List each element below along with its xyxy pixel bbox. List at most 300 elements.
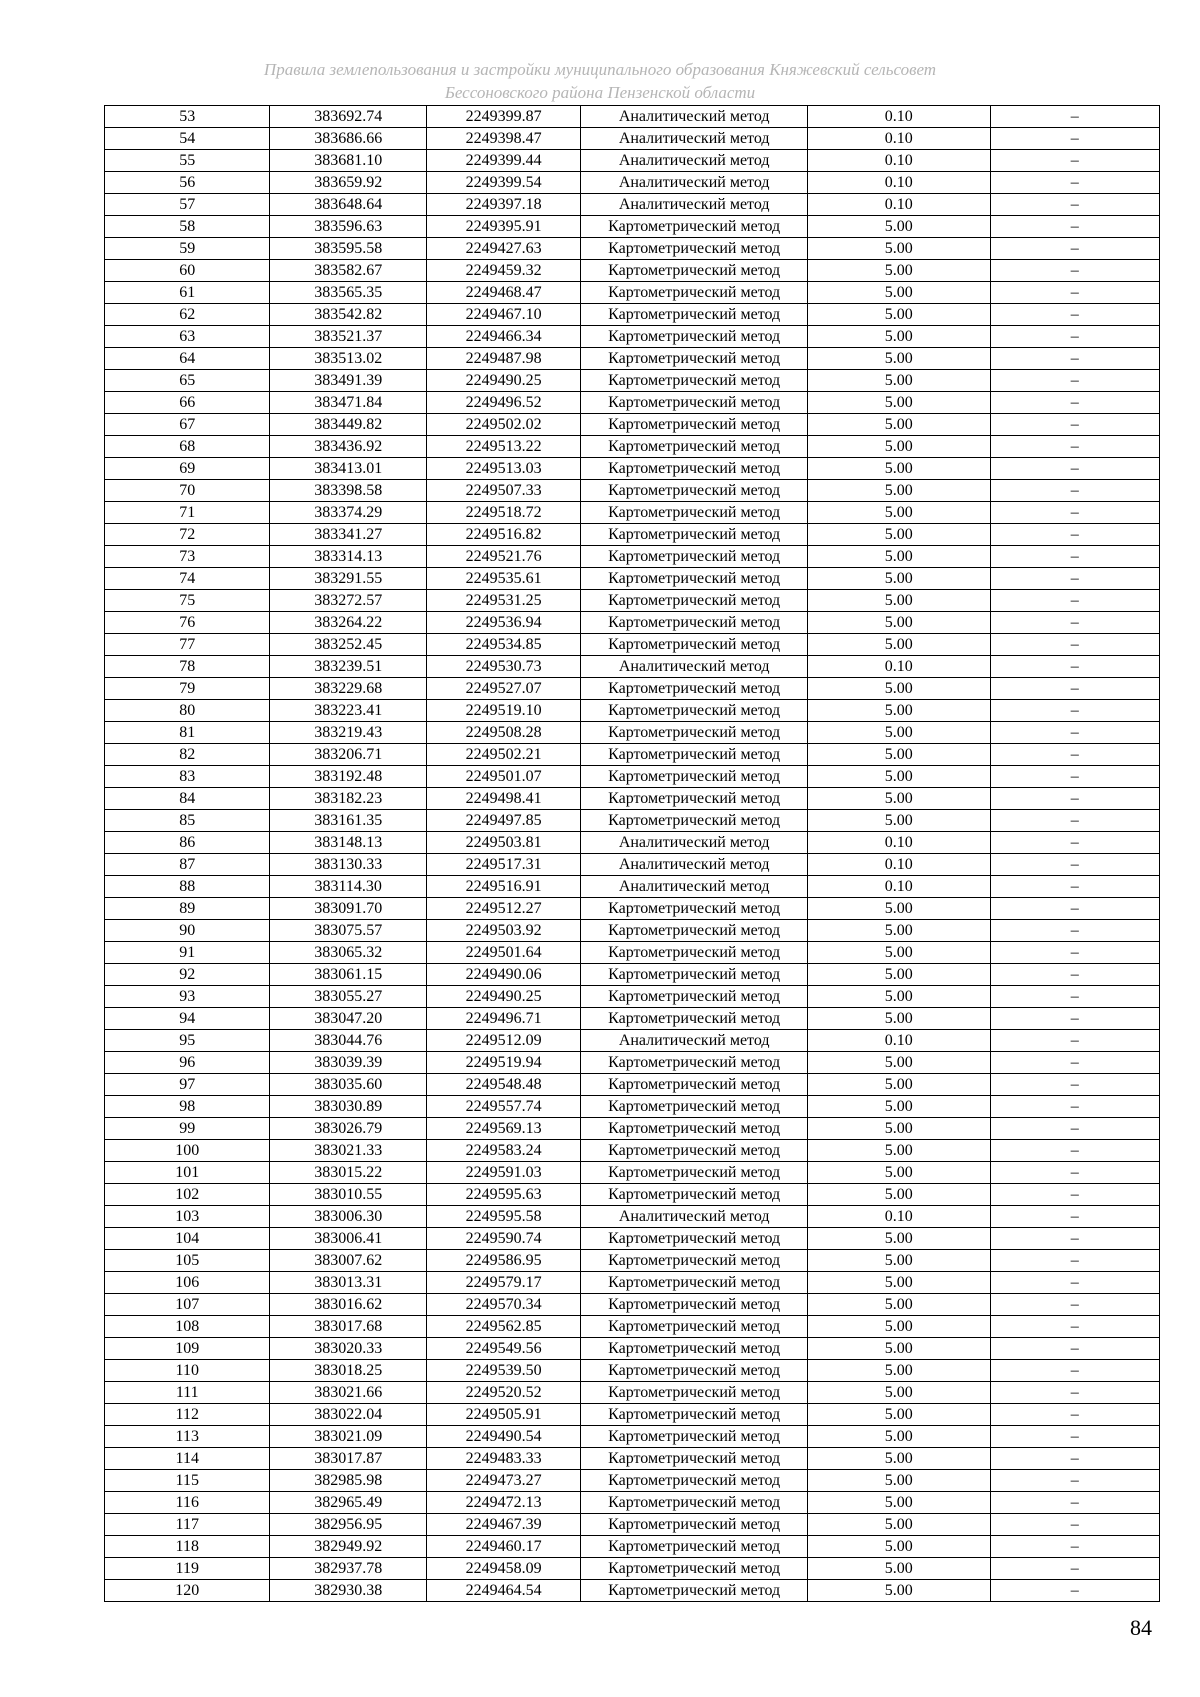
point-number-cell: 106 [105, 1272, 270, 1294]
note-cell: – [990, 568, 1160, 590]
y-coordinate-cell: 2249513.22 [426, 436, 580, 458]
method-cell: Картометрический метод [581, 1536, 808, 1558]
precision-cell: 5.00 [807, 1162, 990, 1184]
method-cell: Картометрический метод [581, 1096, 808, 1118]
x-coordinate-cell: 383449.82 [270, 414, 426, 436]
table-row [105, 656, 1160, 678]
x-coordinate-cell: 383065.32 [270, 942, 426, 964]
x-coordinate-cell: 383006.30 [270, 1206, 426, 1228]
table-row [105, 942, 1160, 964]
point-number-cell: 99 [105, 1118, 270, 1140]
method-cell: Аналитический метод [581, 876, 808, 898]
method-cell: Картометрический метод [581, 634, 808, 656]
method-cell: Картометрический метод [581, 1514, 808, 1536]
method-cell: Картометрический метод [581, 590, 808, 612]
method-cell: Аналитический метод [581, 854, 808, 876]
y-coordinate-cell: 2249549.56 [426, 1338, 580, 1360]
x-coordinate-cell: 383239.51 [270, 656, 426, 678]
table-row [105, 150, 1160, 172]
table-row [105, 480, 1160, 502]
y-coordinate-cell: 2249562.85 [426, 1316, 580, 1338]
x-coordinate-cell: 383013.31 [270, 1272, 426, 1294]
precision-cell: 5.00 [807, 546, 990, 568]
x-coordinate-cell: 383044.76 [270, 1030, 426, 1052]
point-number-cell: 83 [105, 766, 270, 788]
precision-cell: 0.10 [807, 128, 990, 150]
point-number-cell: 105 [105, 1250, 270, 1272]
y-coordinate-cell: 2249569.13 [426, 1118, 580, 1140]
precision-cell: 5.00 [807, 678, 990, 700]
method-cell: Картометрический метод [581, 1228, 808, 1250]
method-cell: Картометрический метод [581, 700, 808, 722]
precision-cell: 5.00 [807, 304, 990, 326]
method-cell: Картометрический метод [581, 502, 808, 524]
precision-cell: 5.00 [807, 1470, 990, 1492]
method-cell: Картометрический метод [581, 964, 808, 986]
point-number-cell: 68 [105, 436, 270, 458]
note-cell: – [990, 260, 1160, 282]
table-row [105, 348, 1160, 370]
table-row [105, 1008, 1160, 1030]
point-number-cell: 55 [105, 150, 270, 172]
table-row [105, 788, 1160, 810]
table-row [105, 1184, 1160, 1206]
coordinates-table-body [105, 106, 1160, 1602]
method-cell: Картометрический метод [581, 744, 808, 766]
precision-cell: 5.00 [807, 1140, 990, 1162]
y-coordinate-cell: 2249548.48 [426, 1074, 580, 1096]
y-coordinate-cell: 2249583.24 [426, 1140, 580, 1162]
x-coordinate-cell: 383007.62 [270, 1250, 426, 1272]
point-number-cell: 81 [105, 722, 270, 744]
method-cell: Картометрический метод [581, 1316, 808, 1338]
point-number-cell: 102 [105, 1184, 270, 1206]
point-number-cell: 113 [105, 1426, 270, 1448]
method-cell: Аналитический метод [581, 194, 808, 216]
note-cell: – [990, 348, 1160, 370]
note-cell: – [990, 1448, 1160, 1470]
x-coordinate-cell: 383192.48 [270, 766, 426, 788]
y-coordinate-cell: 2249535.61 [426, 568, 580, 590]
note-cell: – [990, 1096, 1160, 1118]
x-coordinate-cell: 383272.57 [270, 590, 426, 612]
point-number-cell: 54 [105, 128, 270, 150]
x-coordinate-cell: 383223.41 [270, 700, 426, 722]
y-coordinate-cell: 2249512.09 [426, 1030, 580, 1052]
table-row [105, 194, 1160, 216]
precision-cell: 5.00 [807, 1250, 990, 1272]
precision-cell: 5.00 [807, 612, 990, 634]
x-coordinate-cell: 383491.39 [270, 370, 426, 392]
table-row [105, 1294, 1160, 1316]
table-row [105, 1580, 1160, 1602]
table-row [105, 1118, 1160, 1140]
note-cell: – [990, 942, 1160, 964]
precision-cell: 5.00 [807, 788, 990, 810]
x-coordinate-cell: 383130.33 [270, 854, 426, 876]
precision-cell: 5.00 [807, 964, 990, 986]
precision-cell: 5.00 [807, 1448, 990, 1470]
y-coordinate-cell: 2249498.41 [426, 788, 580, 810]
x-coordinate-cell: 383039.39 [270, 1052, 426, 1074]
point-number-cell: 96 [105, 1052, 270, 1074]
point-number-cell: 120 [105, 1580, 270, 1602]
table-row [105, 1338, 1160, 1360]
note-cell: – [990, 1316, 1160, 1338]
x-coordinate-cell: 383648.64 [270, 194, 426, 216]
point-number-cell: 76 [105, 612, 270, 634]
note-cell: – [990, 1008, 1160, 1030]
precision-cell: 5.00 [807, 260, 990, 282]
precision-cell: 5.00 [807, 414, 990, 436]
y-coordinate-cell: 2249534.85 [426, 634, 580, 656]
y-coordinate-cell: 2249395.91 [426, 216, 580, 238]
note-cell: – [990, 832, 1160, 854]
x-coordinate-cell: 383565.35 [270, 282, 426, 304]
y-coordinate-cell: 2249501.64 [426, 942, 580, 964]
point-number-cell: 88 [105, 876, 270, 898]
precision-cell: 5.00 [807, 568, 990, 590]
method-cell: Картометрический метод [581, 1008, 808, 1030]
point-number-cell: 60 [105, 260, 270, 282]
point-number-cell: 109 [105, 1338, 270, 1360]
table-row [105, 304, 1160, 326]
method-cell: Картометрический метод [581, 282, 808, 304]
note-cell: – [990, 458, 1160, 480]
table-row [105, 546, 1160, 568]
x-coordinate-cell: 383521.37 [270, 326, 426, 348]
note-cell: – [990, 414, 1160, 436]
precision-cell: 5.00 [807, 898, 990, 920]
x-coordinate-cell: 382956.95 [270, 1514, 426, 1536]
precision-cell: 5.00 [807, 1580, 990, 1602]
table-row [105, 414, 1160, 436]
note-cell: – [990, 1294, 1160, 1316]
method-cell: Картометрический метод [581, 480, 808, 502]
point-number-cell: 94 [105, 1008, 270, 1030]
point-number-cell: 91 [105, 942, 270, 964]
y-coordinate-cell: 2249508.28 [426, 722, 580, 744]
precision-cell: 5.00 [807, 216, 990, 238]
x-coordinate-cell: 383219.43 [270, 722, 426, 744]
precision-cell: 0.10 [807, 656, 990, 678]
y-coordinate-cell: 2249531.25 [426, 590, 580, 612]
table-row [105, 1140, 1160, 1162]
x-coordinate-cell: 382949.92 [270, 1536, 426, 1558]
precision-cell: 5.00 [807, 700, 990, 722]
y-coordinate-cell: 2249595.63 [426, 1184, 580, 1206]
note-cell: – [990, 282, 1160, 304]
table-row [105, 172, 1160, 194]
point-number-cell: 63 [105, 326, 270, 348]
point-number-cell: 100 [105, 1140, 270, 1162]
point-number-cell: 74 [105, 568, 270, 590]
precision-cell: 5.00 [807, 1228, 990, 1250]
method-cell: Картометрический метод [581, 348, 808, 370]
table-row [105, 1382, 1160, 1404]
method-cell: Картометрический метод [581, 458, 808, 480]
table-row [105, 964, 1160, 986]
table-row [105, 1492, 1160, 1514]
point-number-cell: 87 [105, 854, 270, 876]
x-coordinate-cell: 382965.49 [270, 1492, 426, 1514]
y-coordinate-cell: 2249490.06 [426, 964, 580, 986]
method-cell: Картометрический метод [581, 1382, 808, 1404]
y-coordinate-cell: 2249579.17 [426, 1272, 580, 1294]
table-row [105, 326, 1160, 348]
y-coordinate-cell: 2249502.02 [426, 414, 580, 436]
y-coordinate-cell: 2249536.94 [426, 612, 580, 634]
table-row [105, 898, 1160, 920]
method-cell: Картометрический метод [581, 986, 808, 1008]
y-coordinate-cell: 2249516.82 [426, 524, 580, 546]
method-cell: Картометрический метод [581, 304, 808, 326]
method-cell: Картометрический метод [581, 1492, 808, 1514]
table-row [105, 766, 1160, 788]
point-number-cell: 79 [105, 678, 270, 700]
method-cell: Картометрический метод [581, 678, 808, 700]
point-number-cell: 72 [105, 524, 270, 546]
point-number-cell: 118 [105, 1536, 270, 1558]
precision-cell: 5.00 [807, 920, 990, 942]
precision-cell: 5.00 [807, 1360, 990, 1382]
precision-cell: 5.00 [807, 1514, 990, 1536]
x-coordinate-cell: 383229.68 [270, 678, 426, 700]
note-cell: – [990, 986, 1160, 1008]
point-number-cell: 69 [105, 458, 270, 480]
y-coordinate-cell: 2249468.47 [426, 282, 580, 304]
precision-cell: 5.00 [807, 1074, 990, 1096]
note-cell: – [990, 1030, 1160, 1052]
x-coordinate-cell: 383006.41 [270, 1228, 426, 1250]
table-row [105, 1228, 1160, 1250]
precision-cell: 5.00 [807, 348, 990, 370]
page-number: 84 [1130, 1615, 1152, 1640]
table-row [105, 700, 1160, 722]
table-row [105, 612, 1160, 634]
precision-cell: 5.00 [807, 1316, 990, 1338]
x-coordinate-cell: 383542.82 [270, 304, 426, 326]
point-number-cell: 111 [105, 1382, 270, 1404]
method-cell: Картометрический метод [581, 942, 808, 964]
x-coordinate-cell: 382985.98 [270, 1470, 426, 1492]
note-cell: – [990, 106, 1160, 128]
method-cell: Картометрический метод [581, 810, 808, 832]
y-coordinate-cell: 2249487.98 [426, 348, 580, 370]
precision-cell: 5.00 [807, 1096, 990, 1118]
x-coordinate-cell: 382930.38 [270, 1580, 426, 1602]
note-cell: – [990, 1580, 1160, 1602]
x-coordinate-cell: 383010.55 [270, 1184, 426, 1206]
y-coordinate-cell: 2249590.74 [426, 1228, 580, 1250]
table-row [105, 436, 1160, 458]
point-number-cell: 86 [105, 832, 270, 854]
x-coordinate-cell: 383206.71 [270, 744, 426, 766]
x-coordinate-cell: 383015.22 [270, 1162, 426, 1184]
note-cell: – [990, 1404, 1160, 1426]
note-cell: – [990, 700, 1160, 722]
table-row [105, 1074, 1160, 1096]
method-cell: Картометрический метод [581, 898, 808, 920]
x-coordinate-cell: 383047.20 [270, 1008, 426, 1030]
method-cell: Картометрический метод [581, 1052, 808, 1074]
precision-cell: 5.00 [807, 634, 990, 656]
note-cell: – [990, 964, 1160, 986]
note-cell: – [990, 1184, 1160, 1206]
note-cell: – [990, 920, 1160, 942]
precision-cell: 5.00 [807, 1008, 990, 1030]
y-coordinate-cell: 2249521.76 [426, 546, 580, 568]
method-cell: Аналитический метод [581, 150, 808, 172]
y-coordinate-cell: 2249427.63 [426, 238, 580, 260]
x-coordinate-cell: 383021.33 [270, 1140, 426, 1162]
table-row [105, 1052, 1160, 1074]
precision-cell: 5.00 [807, 722, 990, 744]
note-cell: – [990, 1272, 1160, 1294]
note-cell: – [990, 722, 1160, 744]
note-cell: – [990, 1536, 1160, 1558]
method-cell: Картометрический метод [581, 1426, 808, 1448]
x-coordinate-cell: 383020.33 [270, 1338, 426, 1360]
precision-cell: 5.00 [807, 744, 990, 766]
y-coordinate-cell: 2249490.54 [426, 1426, 580, 1448]
table-row [105, 1426, 1160, 1448]
table-row [105, 920, 1160, 942]
page-header [0, 58, 1200, 104]
x-coordinate-cell: 383030.89 [270, 1096, 426, 1118]
precision-cell: 5.00 [807, 238, 990, 260]
method-cell: Картометрический метод [581, 1272, 808, 1294]
y-coordinate-cell: 2249483.33 [426, 1448, 580, 1470]
note-cell: – [990, 150, 1160, 172]
table-row [105, 1030, 1160, 1052]
method-cell: Картометрический метод [581, 524, 808, 546]
x-coordinate-cell: 383686.66 [270, 128, 426, 150]
table-row [105, 1162, 1160, 1184]
x-coordinate-cell: 383035.60 [270, 1074, 426, 1096]
table-row [105, 458, 1160, 480]
y-coordinate-cell: 2249518.72 [426, 502, 580, 524]
method-cell: Картометрический метод [581, 1580, 808, 1602]
method-cell: Картометрический метод [581, 1184, 808, 1206]
precision-cell: 5.00 [807, 1558, 990, 1580]
precision-cell: 5.00 [807, 1118, 990, 1140]
x-coordinate-cell: 383471.84 [270, 392, 426, 414]
point-number-cell: 97 [105, 1074, 270, 1096]
x-coordinate-cell: 383061.15 [270, 964, 426, 986]
y-coordinate-cell: 2249539.50 [426, 1360, 580, 1382]
y-coordinate-cell: 2249467.39 [426, 1514, 580, 1536]
note-cell: – [990, 1074, 1160, 1096]
method-cell: Картометрический метод [581, 392, 808, 414]
y-coordinate-cell: 2249490.25 [426, 986, 580, 1008]
x-coordinate-cell: 383513.02 [270, 348, 426, 370]
x-coordinate-cell: 383264.22 [270, 612, 426, 634]
table-row [105, 568, 1160, 590]
note-cell: – [990, 524, 1160, 546]
precision-cell: 0.10 [807, 832, 990, 854]
method-cell: Картометрический метод [581, 1294, 808, 1316]
note-cell: – [990, 1250, 1160, 1272]
y-coordinate-cell: 2249399.87 [426, 106, 580, 128]
table-row [105, 810, 1160, 832]
note-cell: – [990, 304, 1160, 326]
precision-cell: 5.00 [807, 1404, 990, 1426]
point-number-cell: 114 [105, 1448, 270, 1470]
y-coordinate-cell: 2249503.92 [426, 920, 580, 942]
point-number-cell: 82 [105, 744, 270, 766]
table-row [105, 722, 1160, 744]
method-cell: Картометрический метод [581, 238, 808, 260]
y-coordinate-cell: 2249458.09 [426, 1558, 580, 1580]
x-coordinate-cell: 383148.13 [270, 832, 426, 854]
point-number-cell: 78 [105, 656, 270, 678]
table-row [105, 1316, 1160, 1338]
precision-cell: 5.00 [807, 480, 990, 502]
note-cell: – [990, 238, 1160, 260]
point-number-cell: 95 [105, 1030, 270, 1052]
method-cell: Картометрический метод [581, 546, 808, 568]
precision-cell: 0.10 [807, 106, 990, 128]
note-cell: – [990, 172, 1160, 194]
precision-cell: 0.10 [807, 150, 990, 172]
precision-cell: 5.00 [807, 1492, 990, 1514]
note-cell: – [990, 1470, 1160, 1492]
point-number-cell: 110 [105, 1360, 270, 1382]
note-cell: – [990, 810, 1160, 832]
table-row [105, 392, 1160, 414]
point-number-cell: 103 [105, 1206, 270, 1228]
note-cell: – [990, 128, 1160, 150]
table-row [105, 1470, 1160, 1492]
note-cell: – [990, 370, 1160, 392]
x-coordinate-cell: 382937.78 [270, 1558, 426, 1580]
point-number-cell: 53 [105, 106, 270, 128]
point-number-cell: 98 [105, 1096, 270, 1118]
table-row [105, 260, 1160, 282]
point-number-cell: 119 [105, 1558, 270, 1580]
point-number-cell: 67 [105, 414, 270, 436]
point-number-cell: 84 [105, 788, 270, 810]
table-row [105, 1514, 1160, 1536]
precision-cell: 5.00 [807, 590, 990, 612]
precision-cell: 0.10 [807, 876, 990, 898]
x-coordinate-cell: 383681.10 [270, 150, 426, 172]
note-cell: – [990, 502, 1160, 524]
note-cell: – [990, 194, 1160, 216]
y-coordinate-cell: 2249591.03 [426, 1162, 580, 1184]
table-row [105, 128, 1160, 150]
x-coordinate-cell: 383114.30 [270, 876, 426, 898]
y-coordinate-cell: 2249557.74 [426, 1096, 580, 1118]
table-row [105, 1206, 1160, 1228]
note-cell: – [990, 766, 1160, 788]
method-cell: Картометрический метод [581, 568, 808, 590]
method-cell: Аналитический метод [581, 128, 808, 150]
note-cell: – [990, 1492, 1160, 1514]
table-row [105, 502, 1160, 524]
y-coordinate-cell: 2249507.33 [426, 480, 580, 502]
y-coordinate-cell: 2249570.34 [426, 1294, 580, 1316]
x-coordinate-cell: 383291.55 [270, 568, 426, 590]
x-coordinate-cell: 383582.67 [270, 260, 426, 282]
x-coordinate-cell: 383017.87 [270, 1448, 426, 1470]
point-number-cell: 64 [105, 348, 270, 370]
x-coordinate-cell: 383252.45 [270, 634, 426, 656]
method-cell: Аналитический метод [581, 1206, 808, 1228]
table-row [105, 986, 1160, 1008]
y-coordinate-cell: 2249513.03 [426, 458, 580, 480]
